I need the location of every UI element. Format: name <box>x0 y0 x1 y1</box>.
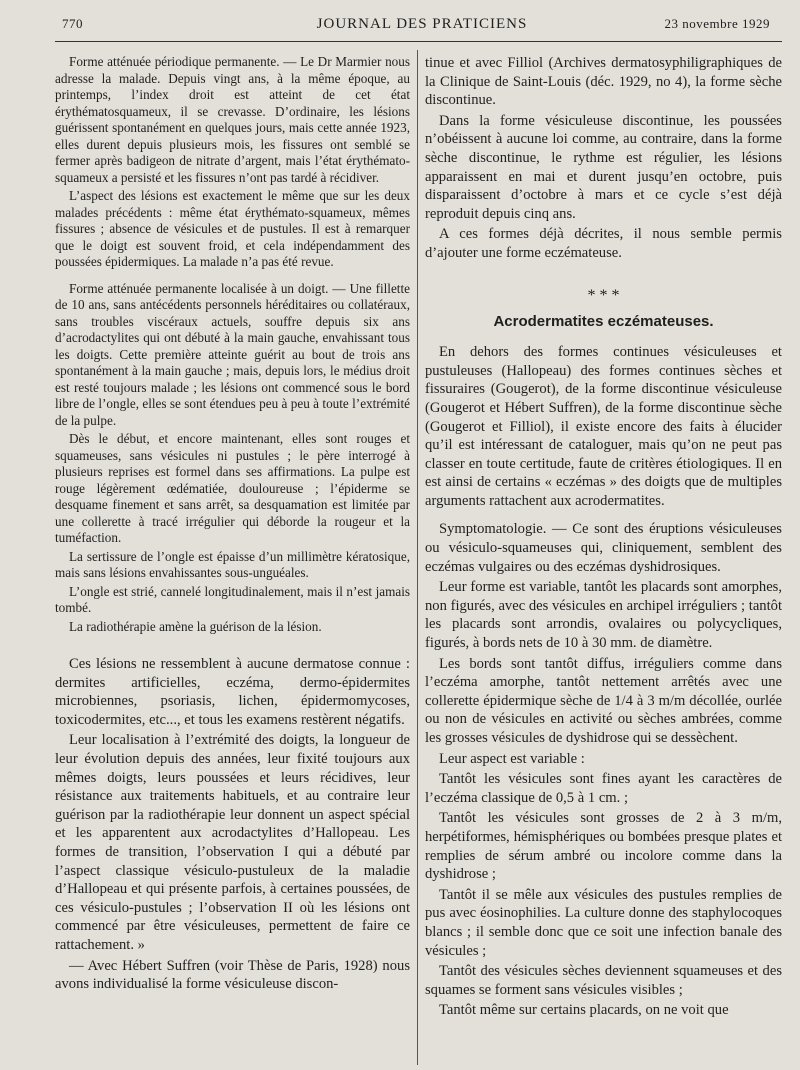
paragraph: Symptomatologie. — Ce sont des éruptions vésiculeuses ou vésiculo-squameuses qui, cliniquement, semblent des eczémas vulgaires ou des eczémas dyshidrosiques. <box>425 521 782 575</box>
paragraph: Tantôt même sur certains placards, on ne voit que <box>439 1002 729 1019</box>
paragraph: En dehors des formes continues vésiculeuses et pustuleuses (Hallopeau) des formes continues sèches et fissuraires (Gougerot), de la forme discontinue vésiculeuse (Gougerot et Hébert Suffren), de la forme discontinue sèche (Gougerot et Filliol), il existe encore des faits à élucider qu’il est intéressant de cataloguer, mais qu’on ne peut pas classer en toute certitude, faute de critères étiologiques. Il en est ainsi de certains « eczémas » des doigts que de multiples arguments rattachent aux acrodermatites. <box>425 344 782 509</box>
header-rule <box>55 41 782 42</box>
paragraph: Dès le début, et encore maintenant, elles sont rouges et squameuses, sans vésicules ni pustules ; le père interrogé à plusieurs reprises est formel dans ses affirmations. La pulpe est rouge légèrement œdématiée, douloureuse ; l’épiderme se desquame finement et sans arrêt, sa desquamation est limitée par une collerette à tracé irrégulier qui déborde la rougeur et la tuméfaction. <box>55 431 410 545</box>
paragraph: Tantôt il se mêle aux vésicules des pustules remplies de pus avec éosinophilies. La culture donne des staphylocoques blancs ; il semble donc que ce soit une infection banale des vésicules ; <box>425 886 782 959</box>
section-separator-stars: * * * <box>587 286 620 304</box>
paragraph: Tantôt les vésicules sont fines ayant les caractères de l’eczéma classique de 0,5 à 1 cm. ; <box>425 771 782 806</box>
paragraph: Ces lésions ne ressemblent à aucune dermatose connue : dermites artificielles, eczéma, dermo-épidermites microbiennes, psoriasis, lichen, épidermomycoses, toxicodermites, etc..., et tous les examens restèrent négatifs. <box>55 656 410 728</box>
paragraph: L’ongle est strié, cannelé longitudinalement, mais il n’est jamais tombé. <box>55 583 410 615</box>
journal-title: JOURNAL DES PRATICIENS <box>316 16 528 32</box>
left-column <box>55 54 410 996</box>
paragraph: Tantôt des vésicules sèches deviennent squameuses et des squames se forment sans vésicules visibles ; <box>425 963 782 998</box>
paragraph: Leur aspect est variable : <box>439 750 585 767</box>
paragraph: La radiothérapie amène la guérison de la lésion. <box>69 618 322 634</box>
paragraph: tinue et avec Filliol (Archives dermatosyphiligraphiques de la Clinique de Saint-Louis (déc. 1929, no 4), la forme sèche discontinue. <box>425 55 782 109</box>
column-divider <box>417 50 418 1065</box>
section-title: Acrodermatites eczémateuses. <box>493 312 714 330</box>
page-header <box>62 16 782 38</box>
page-number: 770 <box>62 16 83 31</box>
paragraph: La sertissure de l’ongle est épaisse d’un millimètre kératosique, mais sans lésions envahissantes sous-unguéales. <box>55 548 410 580</box>
right-column <box>425 54 782 1022</box>
paragraph: Leur localisation à l’extrémité des doigts, la longueur de leur évolution depuis des années, leur fixité toujours aux mêmes doigts, leurs poussées et leurs récidives, leur résistance aux traitements habituels, et au contraire leur guérison par la radiothérapie leur donnent un aspect spécial et les apparentent aux acrodactylites d’Hallopeau. Les formes de transition, l’observation I qui a débuté par l’aspect classique vésiculo-pustuleux de la maladie d’Hallopeau et qui présente parfois, à certaines poussées, de ces vésiculo-pustules ; l’observation II où les lésions ont commencé par être vésiculeuses, permettent de faire ce rattachement. » <box>55 732 410 953</box>
paragraph: Les bords sont tantôt diffus, irréguliers comme dans l’eczéma amorphe, tantôt nettement arrêtés avec une collerette épidermique sèche de 1/4 à 3 m/m décollée, ourlée ou non de vésicules en activité ou sèches ambrées, comme les grosses vésicules de dyshidrose qui se dessèchent. <box>425 655 782 746</box>
paragraph: — Avec Hébert Suffren (voir Thèse de Paris, 1928) nous avons individualisé la forme vésiculeuse discon- <box>55 957 410 993</box>
paragraph: Tantôt les vésicules sont grosses de 2 à 3 m/m, herpétiformes, hémisphériques ou bombées presque plates et remplies de sérum ambré ou incolore comme dans la dyshidrose ; <box>425 810 782 883</box>
paragraph: Forme atténuée permanente localisée à un doigt. — Une fillette de 10 ans, sans antécédents personnels héréditaires ou collatéraux, sans troubles viscéraux actuels, souffre depuis six ans d’acrodactylites qui ont débuté à la main gauche, envahissant tous les doigts. Cette première atteinte guérit au bout de trois ans spontanément à la main gauche ; mais, depuis lors, le médius droit est resté toujours malade ; les lésions ont commencé sous le bord libre de l’ongle, elles se sont étendues peu à peu à toute l’extrémité de la pulpe. <box>55 280 410 428</box>
paragraph: Leur forme est variable, tantôt les placards sont amorphes, non figurés, avec des vésicules en archipel irréguliers ; tantôt les placards sont arrondis, ovalaires ou polycycliques, figurés, à bords nets de 10 à 30 mm. de diamètre. <box>425 579 782 652</box>
paragraph: Forme atténuée périodique permanente. — Le Dr Marmier nous adresse la malade. Depuis vingt ans, à la même époque, au printemps, l’index droit est atteint de cet état érythématosquameux, il se crevasse. D’ordinaire, les lésions guérissent spontanément en quelques jours, mais cette année 1923, elles durent depuis plusieurs mois, les fissures ont semblé se fermer après badigeon de nitrate d’argent, mais l’état érythémato-squameux a persisté et les fissures n’ont pas tardé à récidiver. <box>55 54 410 185</box>
paragraph: Dans la forme vésiculeuse discontinue, les poussées n’obéissent à aucune loi comme, au contraire, dans la forme sèche discontinue, le rythme est régulier, les lésions apparaissent en mai et durent jusqu’en octobre, puis disparaissent d’octobre à mars et ce cycle s’est déjà reproduit depuis cinq ans. <box>425 112 782 222</box>
paragraph: L’aspect des lésions est exactement le même que sur les deux malades précédents : même état érythémato-squameux, mêmes fissures ; absence de vésicules et de pustules. Il est à remarquer que le doigt est souvent froid, et cela indépendamment des poussées épidermiques. La malade n’a pas été revue. <box>55 188 410 269</box>
paragraph: A ces formes déjà décrites, il nous semble permis d’ajouter une forme eczémateuse. <box>425 226 782 261</box>
issue-date: 23 novembre 1929 <box>664 16 770 31</box>
